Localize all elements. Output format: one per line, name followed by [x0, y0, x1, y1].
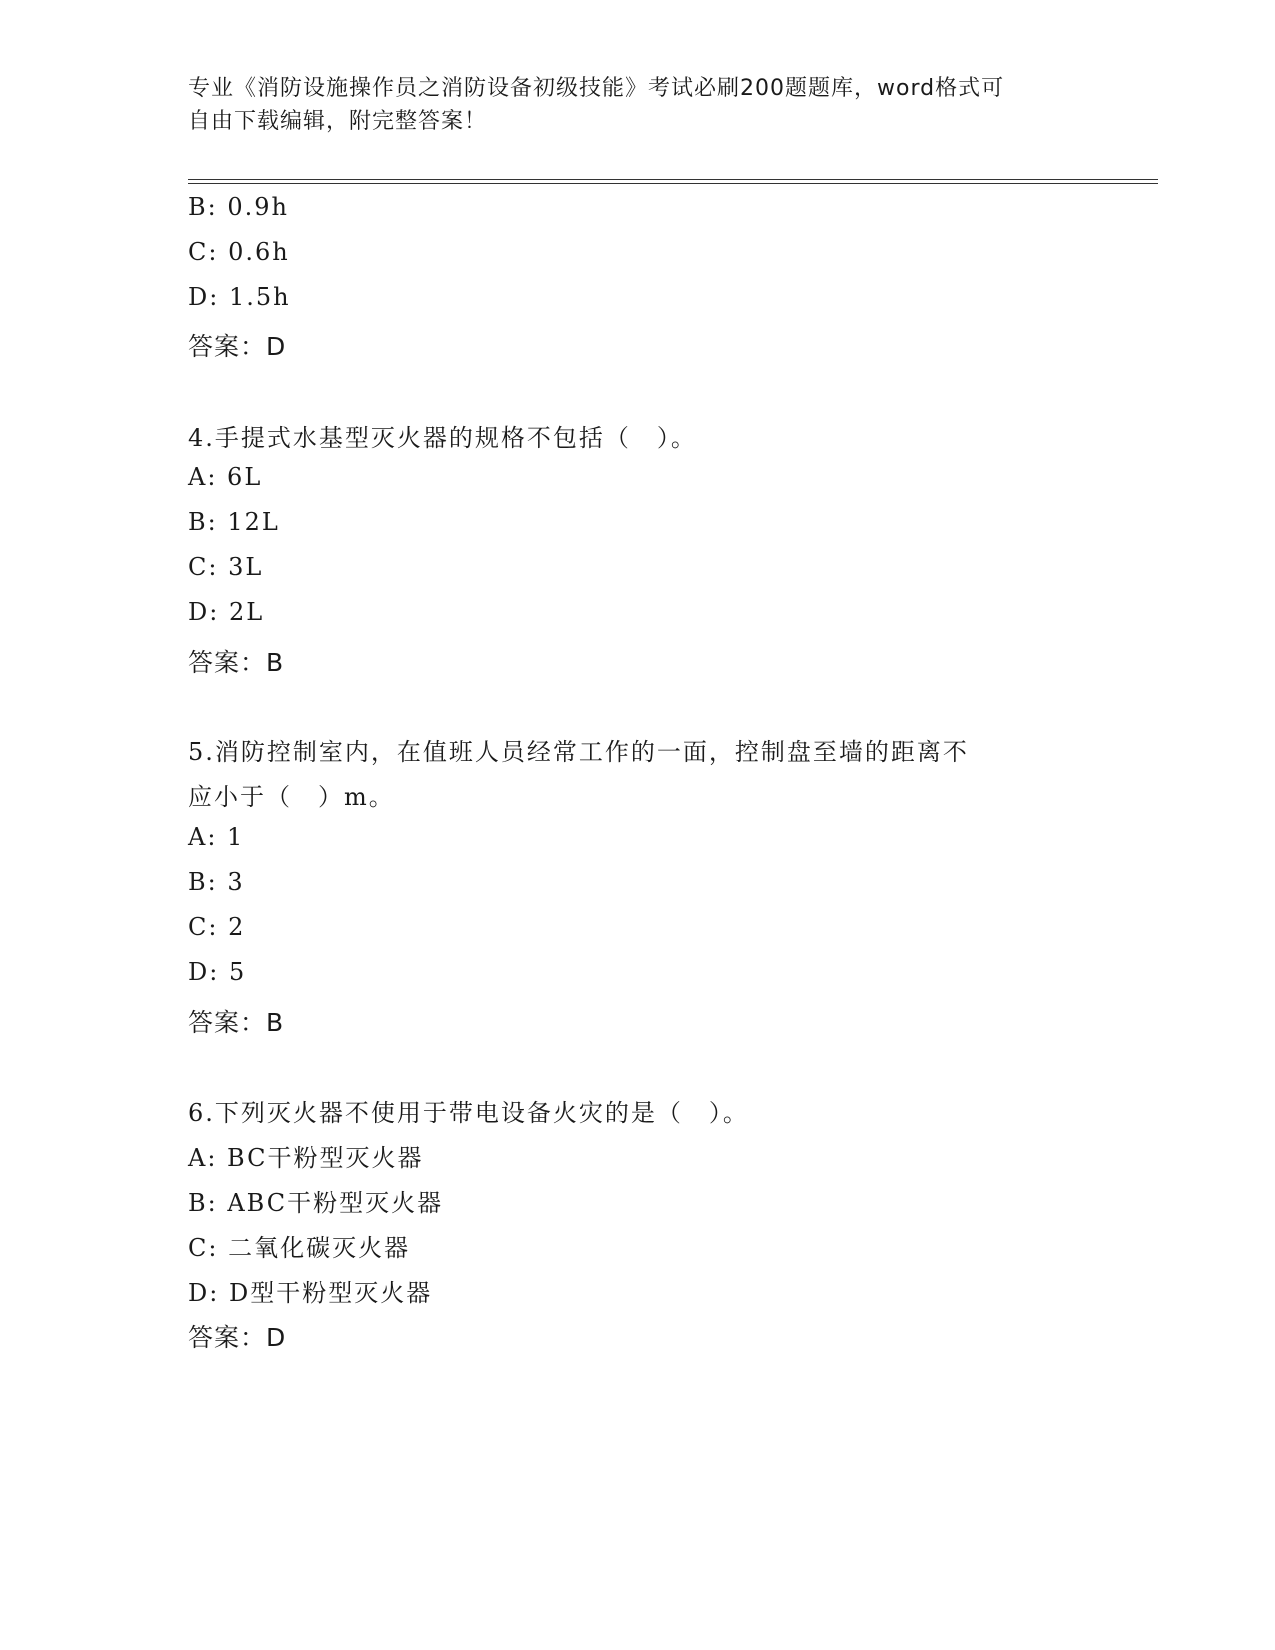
- header-divider-bottom: [188, 183, 1158, 184]
- header-divider-top: [188, 179, 1158, 180]
- header-title-line2: 自由下载编辑，附完整答案！: [188, 109, 488, 134]
- q4-stem: 4.手提式水基型灭火器的规格不包括（ ）。: [188, 424, 697, 452]
- q5-stem-line1: 5.消防控制室内，在值班人员经常工作的一面，控制盘至墙的距离不: [188, 738, 969, 766]
- q6-option-c: C: 二氧化碳灭火器: [188, 1234, 411, 1262]
- q4-option-a: A: 6L: [188, 463, 263, 491]
- q6-option-a: A: BC干粉型灭火器: [188, 1144, 424, 1172]
- q6-stem: 6.下列灭火器不使用于带电设备火灾的是（ ）。: [188, 1099, 749, 1127]
- q5-option-d: D: 5: [188, 958, 247, 986]
- q6-answer: 答案：D: [188, 1323, 287, 1352]
- q3-answer: 答案：D: [188, 332, 287, 361]
- q5-answer: 答案：B: [188, 1008, 285, 1037]
- q6-option-d: D: D型干粉型灭火器: [188, 1279, 433, 1307]
- q4-option-c: C: 3L: [188, 553, 264, 581]
- q4-option-b: B: 12L: [188, 508, 280, 536]
- q4-option-d: D: 2L: [188, 598, 265, 626]
- q4-answer: 答案：B: [188, 648, 285, 677]
- q5-option-c: C: 2: [188, 913, 246, 941]
- q3-option-c: C: 0.6h: [188, 238, 290, 266]
- q6-option-b: B: ABC干粉型灭火器: [188, 1189, 444, 1217]
- document-header: [188, 72, 1068, 138]
- q3-option-b: B: 0.9h: [188, 193, 289, 221]
- q5-option-a: A: 1: [188, 823, 245, 851]
- q3-option-d: D: 1.5h: [188, 283, 291, 311]
- header-title-line1: 专业《消防设施操作员之消防设备初级技能》考试必刷200题题库，word格式可: [188, 76, 1005, 101]
- q5-stem-line2: 应小于（ ）m。: [188, 783, 395, 811]
- q5-option-b: B: 3: [188, 868, 245, 896]
